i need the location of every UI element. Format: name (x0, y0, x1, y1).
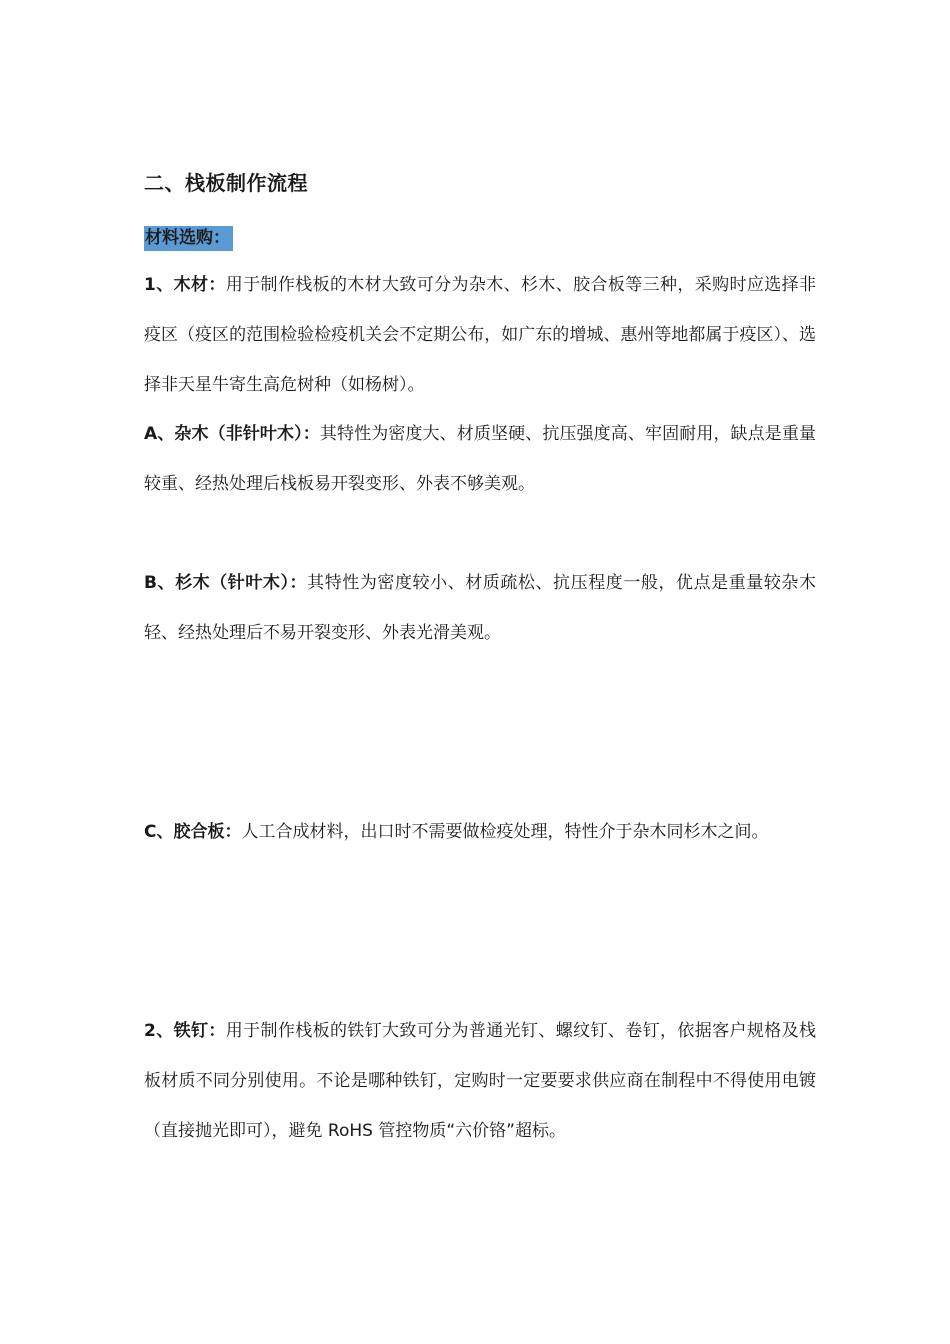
highlighted-subheading: 材料选购： (144, 226, 233, 251)
paragraph-label: 2、铁钉： (144, 1021, 226, 1041)
subsection-heading (144, 222, 816, 255)
paragraph-text: 其特性为密度大、材质坚硬、抗压强度高、牢固耐用，缺点是重量较重、经热处理后栈板易开裂变形、外表不够美观。 (144, 424, 816, 494)
paragraph-label: A、杂木（非针叶木）： (144, 424, 320, 444)
paragraph-label: C、胶合板： (144, 822, 242, 842)
paragraph-text: 其特性为密度较小、材质疏松、抗压程度一般，优点是重量较杂木轻、经热处理后不易开裂变形、外表光滑美观。 (144, 573, 816, 643)
paragraph-fir (144, 558, 816, 658)
paragraph-plywood (144, 807, 816, 857)
paragraph-wood (144, 260, 816, 410)
paragraph-text: 人工合成材料，出口时不需要做检疫处理，特性介于杂木同杉木之间。 (241, 822, 769, 842)
paragraph-hardwood (144, 409, 816, 509)
paragraph-label: 1、木材： (144, 275, 226, 295)
paragraph-label: B、杉木（针叶木）： (144, 573, 308, 593)
section-heading: 二、栈板制作流程 (144, 171, 308, 195)
paragraph-text: 用于制作栈板的木材大致可分为杂木、杉木、胶合板等三种，采购时应选择非疫区（疫区的范围检验检疫机关会不定期公布，如广东的增城、惠州等地都属于疫区）、选择非天星牛寄生高危树种（如杨树）。 (144, 275, 816, 395)
paragraph-text: 用于制作栈板的铁钉大致可分为普通光钉、螺纹钉、卷钉，依据客户规格及栈板材质不同分别使用。不论是哪种铁钉，定购时一定要要求供应商在制程中不得使用电镀（直接抛光即可），避免 RoHS 管控物质“六价铬”超标。 (144, 1021, 816, 1141)
paragraph-nails (144, 1006, 816, 1156)
